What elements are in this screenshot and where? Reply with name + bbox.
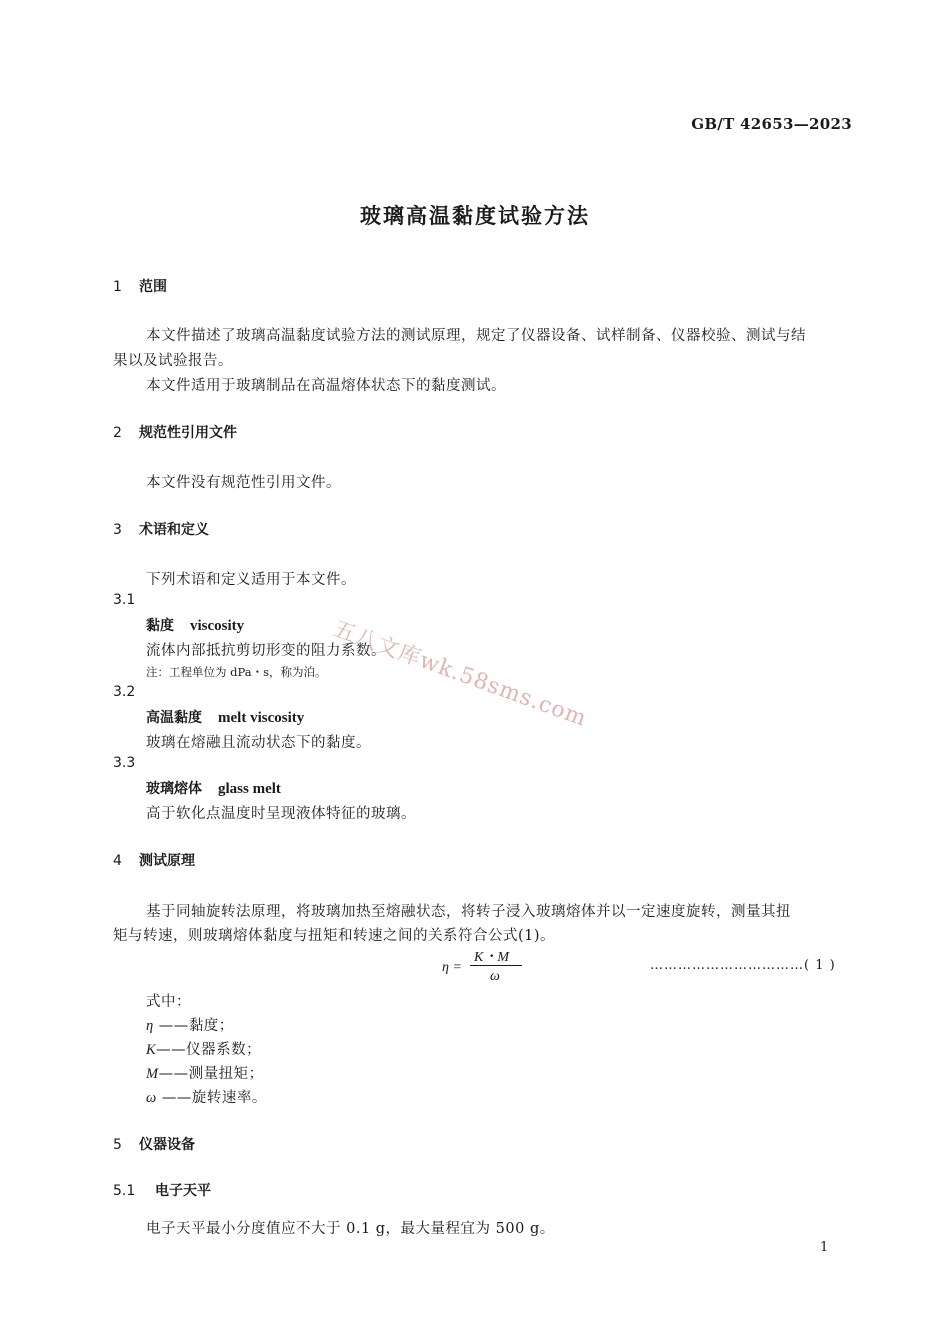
symbol-desc: 黏度；	[188, 1018, 234, 1034]
formula-lhs: η =	[442, 960, 462, 975]
section-number: 1	[113, 279, 122, 295]
formula-numerator: K・M	[474, 950, 509, 965]
page-number: 1	[820, 1240, 829, 1255]
section-2-heading	[113, 422, 237, 442]
section-number: 4	[113, 853, 122, 869]
term-heading	[146, 707, 304, 727]
term-en: melt viscosity	[218, 710, 305, 726]
section-1-heading	[113, 276, 167, 296]
equation-label: ( 1 )	[804, 958, 836, 973]
term-zh: 高温黏度	[146, 710, 202, 726]
section-title: 仪器设备	[139, 1137, 195, 1153]
symbol-desc: 测量扭矩；	[188, 1066, 264, 1082]
section-number: 5	[113, 1137, 122, 1153]
paragraph-line: 果以及试验报告。	[113, 353, 233, 369]
paragraph-line: 矩与转速，则玻璃熔体黏度与扭矩和转速之间的关系符合公式(1)。	[113, 928, 556, 944]
symbol-desc: 旋转速率。	[191, 1090, 267, 1106]
symbol-dash: ——	[153, 1018, 189, 1034]
paragraph: 本文件适用于玻璃制品在高温熔体状态下的黏度测试。	[146, 378, 506, 394]
paragraph-line: 本文件描述了玻璃高温黏度试验方法的测试原理，规定了仪器设备、试样制备、仪器校验、测试与结	[146, 328, 806, 344]
symbol: M	[146, 1066, 159, 1082]
section-5-heading	[113, 1134, 195, 1154]
symbol-row	[146, 1038, 261, 1059]
term-definition: 流体内部抵抗剪切形变的阻力系数。	[146, 643, 386, 659]
term-note: 注：工程单位为 dPa・s，称为泊。	[146, 665, 327, 679]
symbol-dash: ——	[156, 1090, 192, 1106]
symbol-row	[146, 1014, 234, 1035]
symbol: η	[146, 1018, 154, 1034]
term-zh: 玻璃熔体	[146, 781, 202, 797]
term-definition: 玻璃在熔融且流动状态下的黏度。	[146, 735, 371, 751]
paragraph-line: 基于同轴旋转法原理，将玻璃加热至熔融状态，将转子浸入玻璃熔体并以一定速度旋转，测量其扭	[146, 904, 791, 920]
section-number: 2	[113, 425, 122, 441]
section-4-heading	[113, 850, 195, 870]
subsection-number: 5.1	[113, 1183, 136, 1199]
symbol-row	[146, 1062, 264, 1083]
term-heading	[146, 615, 244, 635]
equation-leader: ……………………………	[650, 958, 804, 973]
section-number: 3	[113, 522, 122, 538]
section-title: 测试原理	[139, 853, 195, 869]
term-en: glass melt	[218, 781, 281, 797]
watermark: 五八文库wk.58sms.com	[329, 616, 591, 732]
paragraph: 下列术语和定义适用于本文件。	[146, 572, 356, 588]
document-title: 玻璃高温黏度试验方法	[360, 204, 590, 228]
paragraph: 电子天平最小分度值应不大于 0.1 g，最大量程宜为 500 g。	[146, 1221, 555, 1237]
symbol-desc: 仪器系数；	[186, 1042, 262, 1058]
symbol-row	[146, 1086, 267, 1107]
term-number: 3.3	[113, 755, 136, 771]
where-label: 式中：	[146, 994, 191, 1010]
formula-denominator: ω	[490, 969, 500, 984]
term-number: 3.2	[113, 684, 136, 700]
term-heading	[146, 778, 281, 798]
symbol: ω	[146, 1090, 157, 1106]
subsection-title: 电子天平	[155, 1183, 211, 1199]
standard-number: GB/T 42653—2023	[691, 115, 852, 133]
term-number: 3.1	[113, 592, 136, 608]
section-3-heading	[113, 519, 209, 539]
symbol-dash: ——	[158, 1066, 189, 1082]
symbol-dash: ——	[156, 1042, 187, 1058]
section-title: 术语和定义	[139, 522, 209, 538]
fraction-bar	[470, 965, 522, 966]
subsection-5-1-heading	[113, 1180, 211, 1200]
symbol: K	[146, 1042, 157, 1058]
term-zh: 黏度	[146, 618, 174, 634]
section-title: 规范性引用文件	[139, 425, 237, 441]
section-title: 范围	[139, 279, 167, 295]
paragraph: 本文件没有规范性引用文件。	[146, 475, 341, 491]
term-en: viscosity	[190, 618, 245, 634]
equation-number	[650, 958, 836, 973]
term-definition: 高于软化点温度时呈现液体特征的玻璃。	[146, 806, 416, 822]
